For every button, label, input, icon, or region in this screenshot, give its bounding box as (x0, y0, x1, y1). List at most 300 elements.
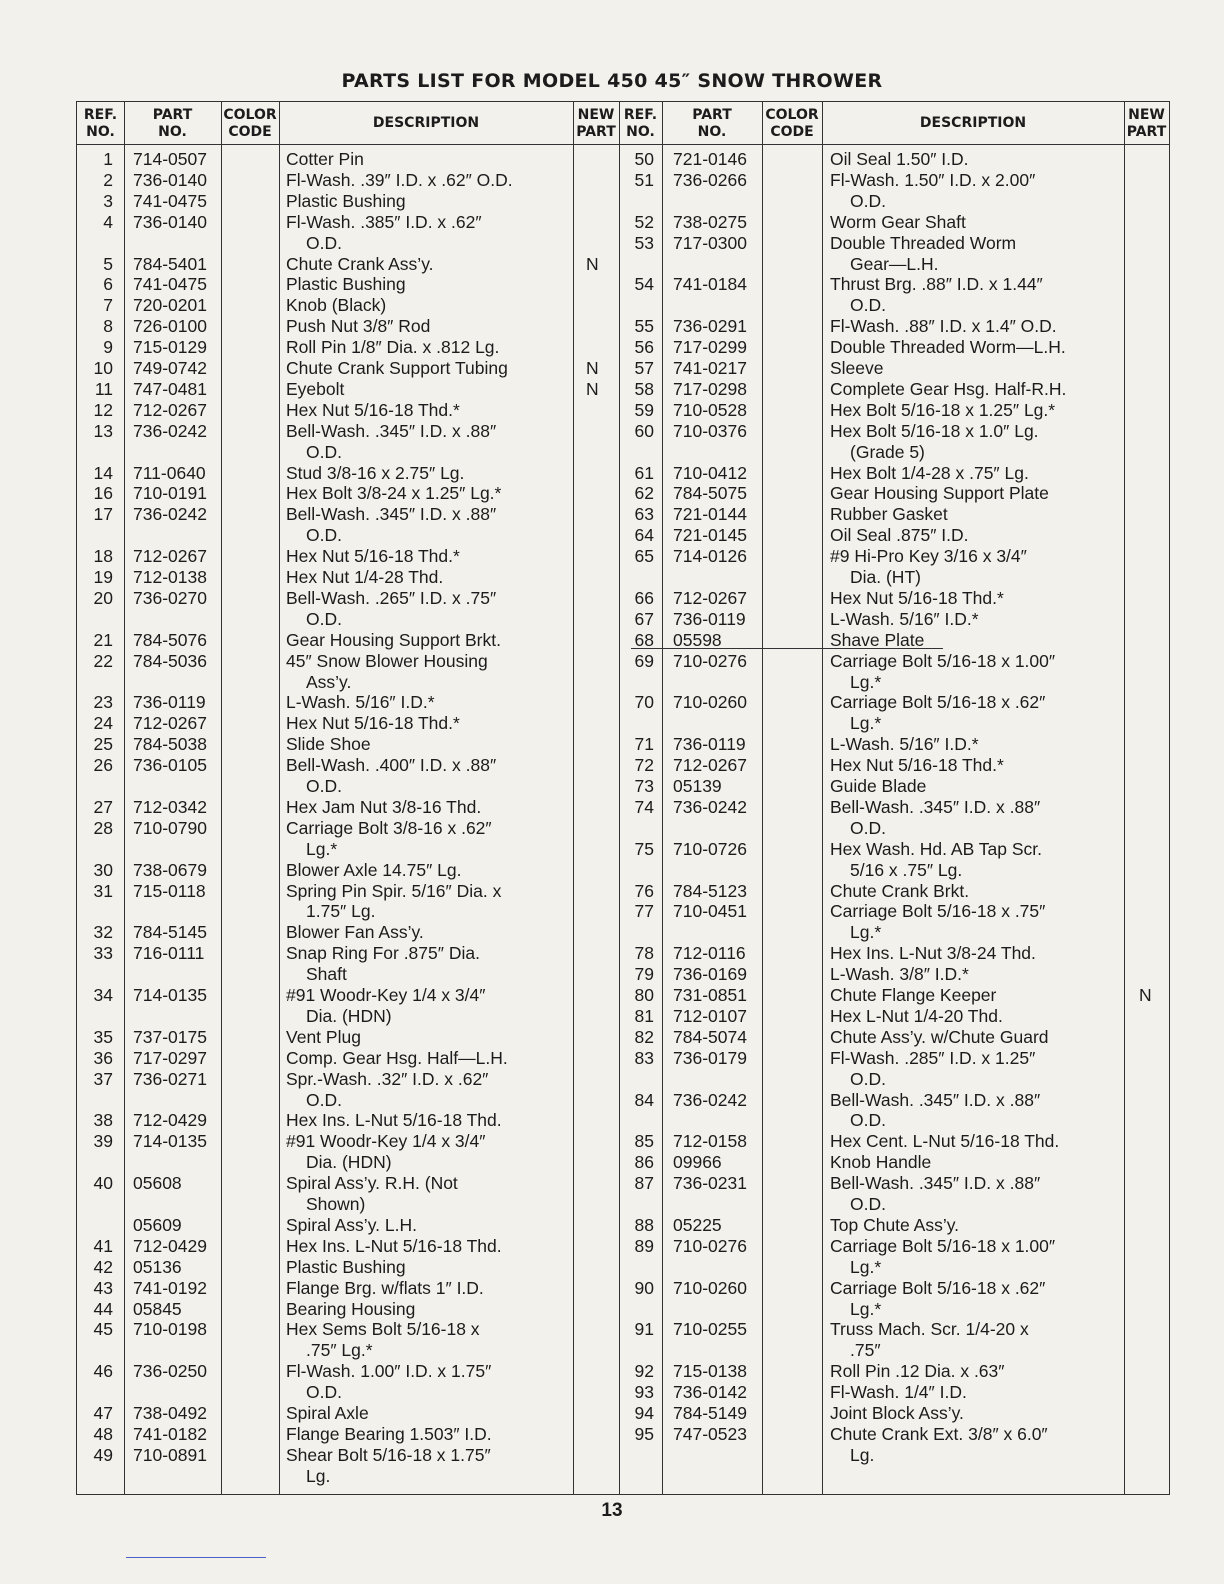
part-number: 736-0271 (133, 1068, 207, 1089)
table-row (77, 421, 1169, 441)
part-description: L-Wash. 5/16″ I.D.* (830, 734, 979, 755)
table-row-continuation (77, 442, 1169, 462)
part-description-continued: .75″ Lg.* (306, 1340, 373, 1361)
part-description: Hex Ins. L-Nut 3/8-24 Thd. (830, 943, 1036, 964)
part-description: Fl-Wash. .88″ I.D. x 1.4″ O.D. (830, 316, 1057, 337)
part-description: #9 Hi-Pro Key 3/16 x 3/4″ (830, 546, 1027, 567)
ref-number: 17 (93, 504, 113, 525)
part-description: Rubber Gasket (830, 504, 948, 525)
part-description: Knob Handle (830, 1152, 932, 1173)
part-number: 715-0118 (133, 880, 206, 901)
part-number: 714-0135 (133, 1131, 207, 1152)
ref-number: 14 (93, 462, 113, 483)
ref-number: 80 (634, 985, 654, 1005)
ref-number: 49 (93, 1444, 113, 1465)
part-description-continued: Lg. (850, 1444, 875, 1465)
part-number: 738-0275 (673, 211, 747, 232)
part-number: 736-0169 (673, 964, 747, 985)
part-number: 784-5149 (673, 1403, 747, 1423)
part-number: 747-0481 (133, 378, 207, 399)
part-description: Hex Nut 5/16-18 Thd.* (830, 755, 1004, 776)
ref-number: 95 (634, 1423, 654, 1444)
part-number: 710-0451 (673, 901, 747, 922)
ref-number: 86 (634, 1152, 654, 1173)
part-number: 712-0158 (673, 1131, 747, 1152)
part-number: 712-0429 (133, 1235, 207, 1256)
part-description: Complete Gear Hsg. Half-R.H. (830, 378, 1067, 399)
part-description: Roll Pin 1/8″ Dia. x .812 Lg. (286, 337, 500, 358)
table-row (77, 1173, 1169, 1193)
table-row-continuation (77, 295, 1169, 315)
ref-number: 18 (93, 546, 113, 567)
ref-number: 21 (93, 629, 113, 650)
part-description: Sleeve (830, 358, 884, 378)
table-row (77, 1152, 1169, 1172)
part-description: Fl-Wash. 1/4″ I.D. (830, 1382, 967, 1403)
table-row-continuation (77, 1194, 1169, 1214)
ref-number: 65 (634, 546, 654, 567)
part-number: 741-0217 (673, 358, 747, 378)
ref-number: 36 (93, 1047, 113, 1068)
ref-number: 56 (634, 337, 654, 358)
part-number: 736-0242 (673, 1089, 747, 1110)
part-description: L-Wash. 3/8″ I.D.* (830, 964, 969, 985)
ref-number: 42 (93, 1256, 113, 1277)
part-description: Double Threaded Worm (830, 232, 1017, 253)
table-row (77, 943, 1169, 963)
ref-number: 64 (634, 525, 654, 546)
part-description-continued: (Grade 5) (850, 441, 925, 462)
part-number: 736-0140 (133, 211, 207, 232)
ref-number: 43 (93, 1277, 113, 1298)
part-number: 05225 (673, 1214, 722, 1235)
table-row (77, 274, 1169, 294)
table-row-continuation (77, 818, 1169, 838)
header-description: DESCRIPTION (372, 115, 480, 131)
part-number: 715-0129 (133, 337, 207, 358)
table-row (77, 588, 1169, 608)
part-number: 712-0138 (133, 567, 207, 587)
table-row-continuation (77, 1069, 1169, 1089)
table-row (77, 964, 1169, 984)
part-description: Hex Ins. L-Nut 5/16-18 Thd. (286, 1110, 502, 1131)
ref-number: 26 (93, 755, 113, 776)
part-description-continued: Shown) (306, 1194, 366, 1214)
part-description: Carriage Bolt 5/16-18 x .62″ (830, 692, 1046, 713)
table-row (77, 316, 1169, 336)
table-row-continuation (77, 1299, 1169, 1319)
ref-number: 93 (634, 1382, 654, 1403)
part-description-continued: O.D. (850, 1194, 886, 1214)
header-part-no: PART NO. (692, 106, 732, 140)
part-description: Hex Jam Nut 3/8-16 Thd. (286, 796, 482, 817)
part-description: Hex L-Nut 1/4-20 Thd. (830, 1005, 1003, 1026)
table-row (77, 1361, 1169, 1381)
ref-number: 5 (103, 253, 113, 274)
part-number: 05598 (673, 629, 722, 650)
part-number: 710-0260 (673, 692, 747, 713)
part-number: 741-0475 (133, 190, 207, 211)
part-number: 784-5036 (133, 650, 207, 671)
header-ref-no: REF. NO. (623, 106, 658, 140)
ref-number: 62 (634, 483, 654, 504)
ref-number: 45 (93, 1319, 113, 1340)
table-row (77, 1006, 1169, 1026)
part-description: Shave Plate (830, 629, 925, 650)
part-description: Hex Bolt 3/8-24 x 1.25″ Lg.* (286, 483, 502, 504)
part-description: Slide Shoe (286, 734, 371, 755)
new-part-flag: N (586, 378, 599, 399)
ref-number: 75 (634, 838, 654, 859)
ref-number: 27 (93, 796, 113, 817)
part-description: 45″ Snow Blower Housing (286, 650, 488, 671)
ref-number: 47 (93, 1403, 113, 1423)
part-number: 738-0679 (133, 859, 207, 880)
part-number: 05609 (133, 1214, 182, 1235)
part-number: 736-0179 (673, 1047, 747, 1068)
part-description: Spiral Ass’y. L.H. (286, 1214, 417, 1235)
ref-number: 76 (634, 880, 654, 901)
part-number: 717-0298 (673, 378, 747, 399)
part-number: 736-0119 (673, 734, 746, 755)
table-row (77, 609, 1169, 629)
part-number: 737-0175 (133, 1026, 207, 1047)
table-row-continuation (77, 1340, 1169, 1360)
ref-number: 87 (634, 1173, 654, 1194)
part-description-continued: 5/16 x .75″ Lg. (850, 859, 963, 880)
ref-number: 55 (634, 316, 654, 337)
part-description: Plastic Bushing (286, 190, 406, 211)
part-description: Shear Bolt 5/16-18 x 1.75″ (286, 1444, 491, 1465)
part-description: Hex Bolt 1/4-28 x .75″ Lg. (830, 462, 1029, 483)
part-description-continued: Lg.* (850, 922, 882, 943)
part-description: Bell-Wash. .400″ I.D. x .88″ (286, 755, 497, 776)
ref-number: 10 (93, 358, 113, 378)
part-number: 717-0299 (673, 337, 747, 358)
part-number: 710-0790 (133, 817, 207, 838)
part-description: Blower Fan Ass’y. (286, 922, 424, 943)
part-number: 736-0270 (133, 587, 207, 608)
part-number: 710-0198 (133, 1319, 207, 1340)
part-description-continued: .75″ (850, 1340, 881, 1361)
part-description: Chute Crank Brkt. (830, 880, 970, 901)
part-description: Fl-Wash. .385″ I.D. x .62″ (286, 211, 482, 232)
part-description: Hex Wash. Hd. AB Tap Scr. (830, 838, 1043, 859)
part-description: Chute Flange Keeper (830, 985, 997, 1005)
part-number: 736-0242 (133, 504, 207, 525)
header-color-code: COLOR CODE (223, 106, 277, 140)
header-color-code: COLOR CODE (765, 106, 819, 140)
part-number: 712-0429 (133, 1110, 207, 1131)
part-number: 749-0742 (133, 358, 207, 378)
page-number: 13 (601, 1500, 623, 1521)
part-description: Chute Crank Support Tubing (286, 358, 508, 378)
table-row-continuation (77, 860, 1169, 880)
part-number: 05845 (133, 1298, 182, 1319)
table-row (77, 525, 1169, 545)
part-description-continued: Dia. (HDN) (306, 1005, 392, 1026)
table-row (77, 483, 1169, 503)
part-description: #91 Woodr-Key 1/4 x 3/4″ (286, 985, 486, 1005)
part-description: Hex Ins. L-Nut 5/16-18 Thd. (286, 1235, 502, 1256)
bottom-rule (126, 1557, 266, 1558)
part-number: 784-5401 (133, 253, 207, 274)
table-row (77, 546, 1169, 566)
ref-number: 23 (93, 692, 113, 713)
table-row (77, 1424, 1169, 1444)
ref-number: 53 (634, 232, 654, 253)
part-description: #91 Woodr-Key 1/4 x 3/4″ (286, 1131, 486, 1152)
part-number: 712-0267 (133, 399, 207, 420)
table-row (77, 1027, 1169, 1047)
part-number: 712-0342 (133, 796, 207, 817)
part-number: 710-0276 (673, 650, 747, 671)
ref-number: 9 (103, 337, 113, 358)
part-number: 712-0107 (673, 1005, 747, 1026)
part-description: Carriage Bolt 5/16-18 x .75″ (830, 901, 1046, 922)
new-part-flag: N (586, 358, 599, 378)
part-description: Hex Bolt 5/16-18 x 1.25″ Lg.* (830, 399, 1056, 420)
table-row (77, 776, 1169, 796)
underline-mark (631, 648, 943, 649)
part-description: Bell-Wash. .265″ I.D. x .75″ (286, 587, 497, 608)
part-number: 710-0260 (673, 1277, 747, 1298)
ref-number: 88 (634, 1214, 654, 1235)
part-description-continued: O.D. (306, 441, 342, 462)
header-ref-no: REF. NO. (83, 106, 118, 140)
part-description-continued: Lg. (306, 1465, 331, 1486)
part-description: Hex Nut 1/4-28 Thd. (286, 567, 444, 587)
part-number: 712-0267 (673, 587, 747, 608)
ref-number: 77 (634, 901, 654, 922)
ref-number: 6 (103, 274, 113, 295)
table-row (77, 1278, 1169, 1298)
part-description: Fl-Wash. 1.00″ I.D. x 1.75″ (286, 1361, 492, 1382)
new-part-flag: N (586, 253, 599, 274)
part-description-continued: O.D. (850, 1110, 886, 1131)
part-number: 784-5074 (673, 1026, 747, 1047)
part-description-continued: Dia. (HT) (850, 567, 921, 587)
ref-number: 85 (634, 1131, 654, 1152)
ref-number: 51 (634, 169, 654, 190)
part-description: Eyebolt (286, 378, 345, 399)
ref-number: 31 (93, 880, 113, 901)
part-number: 05608 (133, 1173, 182, 1194)
table-row (77, 1236, 1169, 1256)
part-description: Carriage Bolt 3/8-16 x .62″ (286, 817, 492, 838)
part-description-continued: Lg.* (850, 1256, 882, 1277)
part-description-continued: Lg.* (850, 671, 882, 692)
part-number: 741-0184 (673, 274, 747, 295)
part-number: 784-5075 (673, 483, 747, 504)
part-description: Spiral Ass’y. R.H. (Not (286, 1173, 458, 1194)
part-description: Plastic Bushing (286, 274, 406, 295)
part-number: 712-0267 (133, 546, 207, 567)
part-description: Flange Bearing 1.503″ I.D. (286, 1423, 492, 1444)
table-row (77, 504, 1169, 524)
table-row-continuation (77, 254, 1169, 274)
ref-number: 16 (93, 483, 113, 504)
ref-number: 39 (93, 1131, 113, 1152)
part-number: 741-0192 (133, 1277, 207, 1298)
part-number: 736-0266 (673, 169, 747, 190)
part-number: 736-0142 (673, 1382, 747, 1403)
table-row (77, 881, 1169, 901)
part-description: Hex Bolt 5/16-18 x 1.0″ Lg. (830, 420, 1039, 441)
table-row (77, 755, 1169, 775)
ref-number: 91 (634, 1319, 654, 1340)
part-description: Bell-Wash. .345″ I.D. x .88″ (830, 796, 1041, 817)
table-row (77, 1215, 1169, 1235)
part-number: 710-0376 (673, 420, 747, 441)
ref-number: 74 (634, 796, 654, 817)
part-description: Roll Pin .12 Dia. x .63″ (830, 1361, 1005, 1382)
part-description: Spr.-Wash. .32″ I.D. x .62″ (286, 1068, 489, 1089)
ref-number: 40 (93, 1173, 113, 1194)
table-row (77, 797, 1169, 817)
part-number: 710-0191 (133, 483, 207, 504)
ref-number: 60 (634, 420, 654, 441)
part-number: 716-0111 (133, 943, 205, 964)
ref-number: 25 (93, 734, 113, 755)
ref-number: 73 (634, 776, 654, 796)
part-number: 726-0100 (133, 316, 207, 337)
table-row (77, 170, 1169, 190)
table-row (77, 1090, 1169, 1110)
ref-number: 71 (634, 734, 654, 755)
table-row (77, 337, 1169, 357)
table-row (77, 379, 1169, 399)
part-description: Guide Blade (830, 776, 927, 796)
part-description: Flange Brg. w/flats 1″ I.D. (286, 1277, 484, 1298)
ref-number: 63 (634, 504, 654, 525)
part-description: Snap Ring For .875″ Dia. (286, 943, 480, 964)
part-number: 736-0105 (133, 755, 207, 776)
part-number: 721-0145 (673, 525, 747, 546)
part-description-continued: Shaft (306, 964, 347, 985)
part-description: Chute Ass’y. w/Chute Guard (830, 1026, 1049, 1047)
ref-number: 1 (103, 149, 113, 169)
ref-number: 79 (634, 964, 654, 985)
part-description-continued: Lg.* (850, 1298, 882, 1319)
ref-number: 94 (634, 1403, 654, 1423)
part-number: 710-0528 (673, 399, 747, 420)
part-number: 710-0255 (673, 1319, 747, 1340)
part-number: 721-0144 (673, 504, 747, 525)
part-number: 738-0492 (133, 1403, 207, 1423)
part-number: 736-0231 (673, 1173, 747, 1194)
ref-number: 59 (634, 399, 654, 420)
table-row (77, 233, 1169, 253)
part-number: 09966 (673, 1152, 722, 1173)
ref-number: 24 (93, 713, 113, 734)
part-number: 717-0300 (673, 232, 747, 253)
part-description-continued: Lg.* (306, 838, 338, 859)
table-row (77, 985, 1169, 1005)
table-row (77, 1382, 1169, 1402)
part-number: 717-0297 (133, 1047, 207, 1068)
table-row (77, 651, 1169, 671)
table-row-continuation (77, 713, 1169, 733)
part-description-continued: Lg.* (850, 713, 882, 734)
part-number: 736-0242 (673, 796, 747, 817)
part-number: 714-0507 (133, 149, 207, 169)
part-description: Gear Housing Support Plate (830, 483, 1049, 504)
part-description: Knob (Black) (286, 295, 387, 316)
table-row-continuation (77, 1110, 1169, 1130)
part-description: Spiral Axle (286, 1403, 369, 1423)
part-number: 715-0138 (673, 1361, 747, 1382)
part-number: 736-0250 (133, 1361, 207, 1382)
ref-number: 84 (634, 1089, 654, 1110)
ref-number: 2 (103, 169, 113, 190)
ref-number: 70 (634, 692, 654, 713)
ref-number: 19 (93, 567, 113, 587)
table-row-continuation (77, 672, 1169, 692)
ref-number: 32 (93, 922, 113, 943)
part-description: Cotter Pin (286, 149, 364, 169)
ref-number: 58 (634, 378, 654, 399)
part-description-continued: O.D. (306, 776, 342, 796)
ref-number: 78 (634, 943, 654, 964)
ref-number: 37 (93, 1068, 113, 1089)
part-number: 710-0276 (673, 1235, 747, 1256)
part-description: Stud 3/8-16 x 2.75″ Lg. (286, 462, 465, 483)
parts-table (76, 101, 1170, 1495)
part-number: 784-5038 (133, 734, 207, 755)
header-new-part: NEW PART (576, 106, 616, 140)
ref-number: 33 (93, 943, 113, 964)
ref-number: 66 (634, 587, 654, 608)
part-number: 711-0640 (133, 462, 206, 483)
ref-number: 38 (93, 1110, 113, 1131)
page-title: PARTS LIST FOR MODEL 450 45″ SNOW THROWER (341, 70, 883, 92)
part-number: 784-5076 (133, 629, 207, 650)
table-row-continuation (77, 567, 1169, 587)
table-row (77, 630, 1169, 650)
table-row (77, 692, 1169, 712)
part-number: 712-0267 (673, 755, 747, 776)
ref-number: 20 (93, 587, 113, 608)
part-description: Bearing Housing (286, 1298, 416, 1319)
part-number: 784-5145 (133, 922, 207, 943)
part-description: Push Nut 3/8″ Rod (286, 316, 431, 337)
part-description: Plastic Bushing (286, 1256, 406, 1277)
part-number: 710-0891 (133, 1444, 207, 1465)
part-number: 05136 (133, 1256, 182, 1277)
ref-number: 90 (634, 1277, 654, 1298)
part-number: 720-0201 (133, 295, 207, 316)
table-row-continuation (77, 922, 1169, 942)
table-row (77, 149, 1169, 169)
ref-number: 30 (93, 859, 113, 880)
part-description: Oil Seal .875″ I.D. (830, 525, 969, 546)
part-number: 721-0146 (673, 149, 747, 169)
table-row (77, 358, 1169, 378)
ref-number: 57 (634, 358, 654, 378)
part-number: 736-0291 (673, 316, 747, 337)
ref-number: 8 (103, 316, 113, 337)
part-description: Hex Nut 5/16-18 Thd.* (830, 587, 1004, 608)
ref-number: 44 (93, 1298, 113, 1319)
part-description: Carriage Bolt 5/16-18 x 1.00″ (830, 1235, 1056, 1256)
new-part-flag: N (1139, 985, 1152, 1005)
ref-number: 12 (93, 399, 113, 420)
ref-number: 81 (634, 1005, 654, 1026)
part-description: Blower Axle 14.75″ Lg. (286, 859, 462, 880)
part-description-continued: Gear—L.H. (850, 253, 939, 274)
table-row (77, 400, 1169, 420)
